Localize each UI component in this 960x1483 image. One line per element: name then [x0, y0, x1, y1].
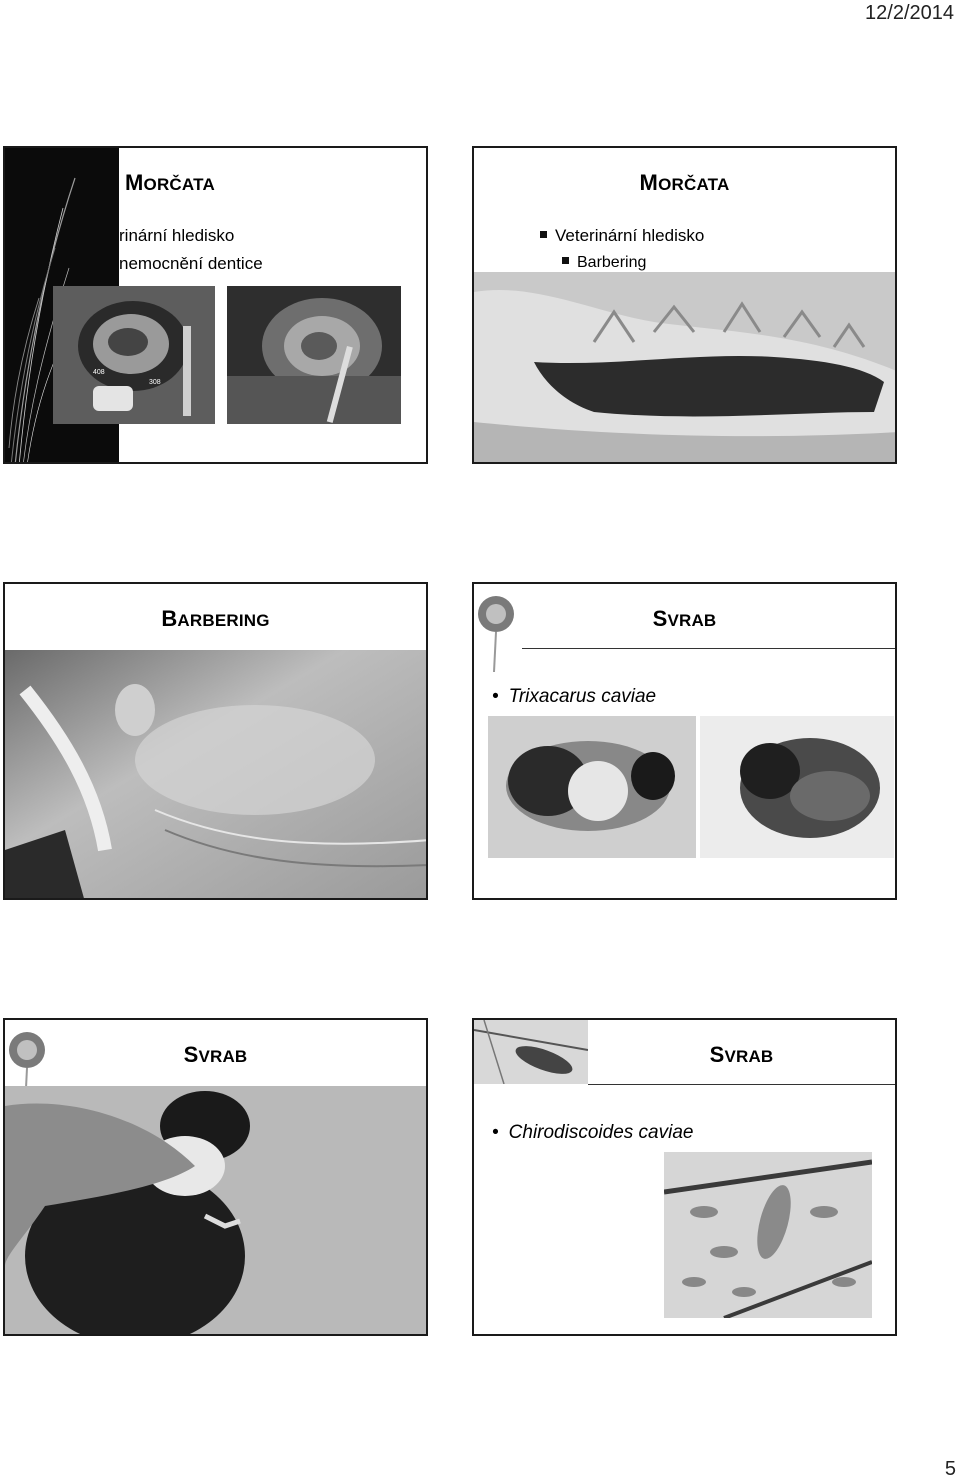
- slide-title: SVRAB: [183, 1042, 248, 1067]
- slide-title: SVRAB: [709, 1042, 774, 1067]
- slide-bullet: Veterinární hledisko: [540, 226, 704, 246]
- svg-text:408: 408: [93, 369, 105, 376]
- guinea-pig-photo-1: [488, 716, 696, 858]
- slide-bullet: • Chirodiscoides caviae: [492, 1122, 694, 1143]
- slide-title: MORČATA: [125, 170, 215, 195]
- slide-title: BARBERING: [161, 606, 270, 631]
- slide-2: [472, 146, 897, 464]
- slide-1: [3, 146, 428, 464]
- mite-micro-thumbnail: [474, 1020, 588, 1084]
- title-divider: [522, 648, 895, 649]
- slide-5: [3, 1018, 428, 1336]
- slide-bullet: • Trixacarus caviae: [492, 686, 657, 707]
- slide-title: MORČATA: [639, 170, 730, 195]
- svg-text:308: 308: [149, 379, 161, 386]
- slide-4: [472, 582, 897, 900]
- barbering-tissue-photo: [474, 272, 897, 464]
- mites-microscope-photo: [664, 1152, 872, 1318]
- page-number: 5: [944, 1458, 956, 1480]
- slide-bullet: Barbering: [562, 254, 646, 272]
- slide-bullet: rinární hledisko: [119, 226, 235, 245]
- hand-holding-guinea-pig-photo: [5, 1086, 428, 1336]
- dental-photo-2: [227, 286, 401, 424]
- guinea-pig-photo-2: [700, 716, 894, 858]
- barbering-fur-photo: [5, 650, 428, 900]
- print-date: 12/2/2014: [865, 2, 954, 24]
- slide-title: SVRAB: [652, 606, 717, 631]
- slide-6: [472, 1018, 897, 1336]
- slide-bullet: nemocnění dentice: [119, 254, 263, 273]
- slide-3: [3, 582, 428, 900]
- dental-photo-1: [53, 286, 215, 424]
- title-divider: [588, 1084, 895, 1085]
